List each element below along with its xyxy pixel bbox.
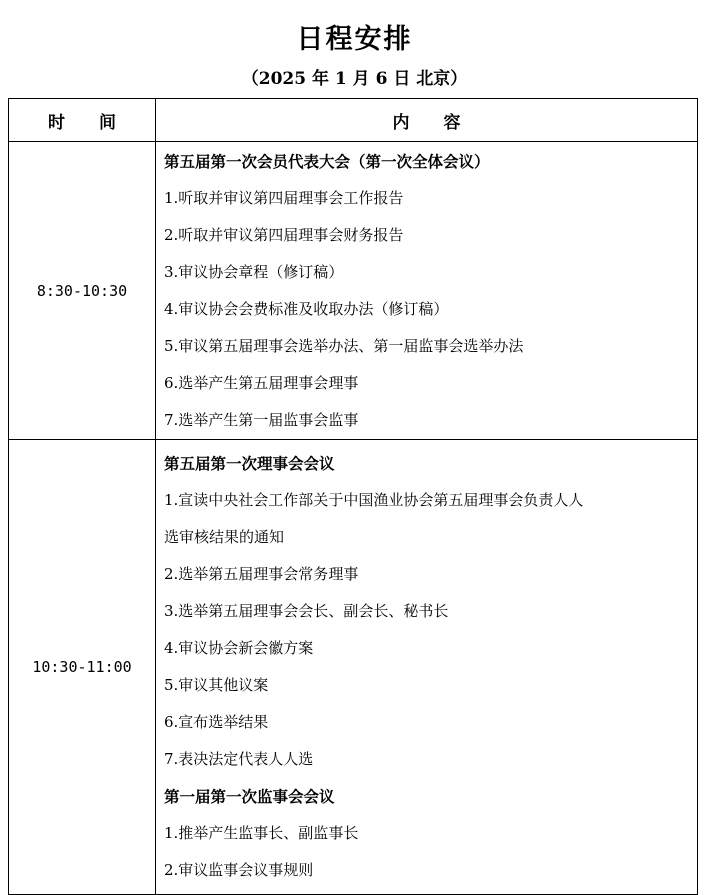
agenda-item: 2.听取并审议第四届理事会财务报告 [164,225,404,244]
agenda-item: 5.审议其他议案 [164,676,269,694]
table-row-session-2 [9,440,698,895]
agenda-item: 1.宣读中央社会工作部关于中国渔业协会第五届理事会负责人人 [164,491,584,509]
agenda-item: 4.审议协会会费标准及收取办法（修订稿） [164,299,449,318]
agenda-item: 2.选举第五届理事会常务理事 [164,565,359,583]
agenda-item: 1.听取并审议第四届理事会工作报告 [164,188,404,207]
session-time: 8:30-10:30 [9,142,156,440]
session-heading: 第五届第一次理事会会议 [164,454,335,473]
agenda-item: 2.审议监事会议事规则 [164,861,314,879]
agenda-item: 7.表决法定代表人人选 [164,750,314,768]
schedule-table [8,98,698,895]
agenda-item: 5.审议第五届理事会选举办法、第一届监事会选举办法 [164,336,524,355]
table-header-row [9,99,698,142]
agenda-item: 3.审议协会章程（修订稿） [164,262,344,281]
header-time: 时 间 [9,99,156,142]
page-subtitle: （2025 年 1 月 6 日 北京） [241,69,468,89]
agenda-item-continuation: 选审核结果的通知 [164,528,285,546]
agenda-item: 4.审议协会新会徽方案 [164,639,314,657]
agenda-item: 1.推举产生监事长、副监事长 [164,824,359,842]
session-content [156,142,698,440]
table-row-session-1 [9,142,698,440]
session-time: 10:30-11:00 [9,440,156,895]
session-heading: 第一届第一次监事会会议 [164,787,335,806]
header-content: 内 容 [156,99,698,142]
session-content [156,440,698,895]
agenda-item: 7.选举产生第一届监事会监事 [164,410,359,429]
agenda-item: 6.宣布选举结果 [164,713,269,731]
agenda-item: 3.选举第五届理事会会长、副会长、秘书长 [164,602,449,620]
page-title: 日程安排 [296,24,413,55]
agenda-item: 6.选举产生第五届理事会理事 [164,373,359,392]
session-heading: 第五届第一次会员代表大会（第一次全体会议） [164,151,490,171]
